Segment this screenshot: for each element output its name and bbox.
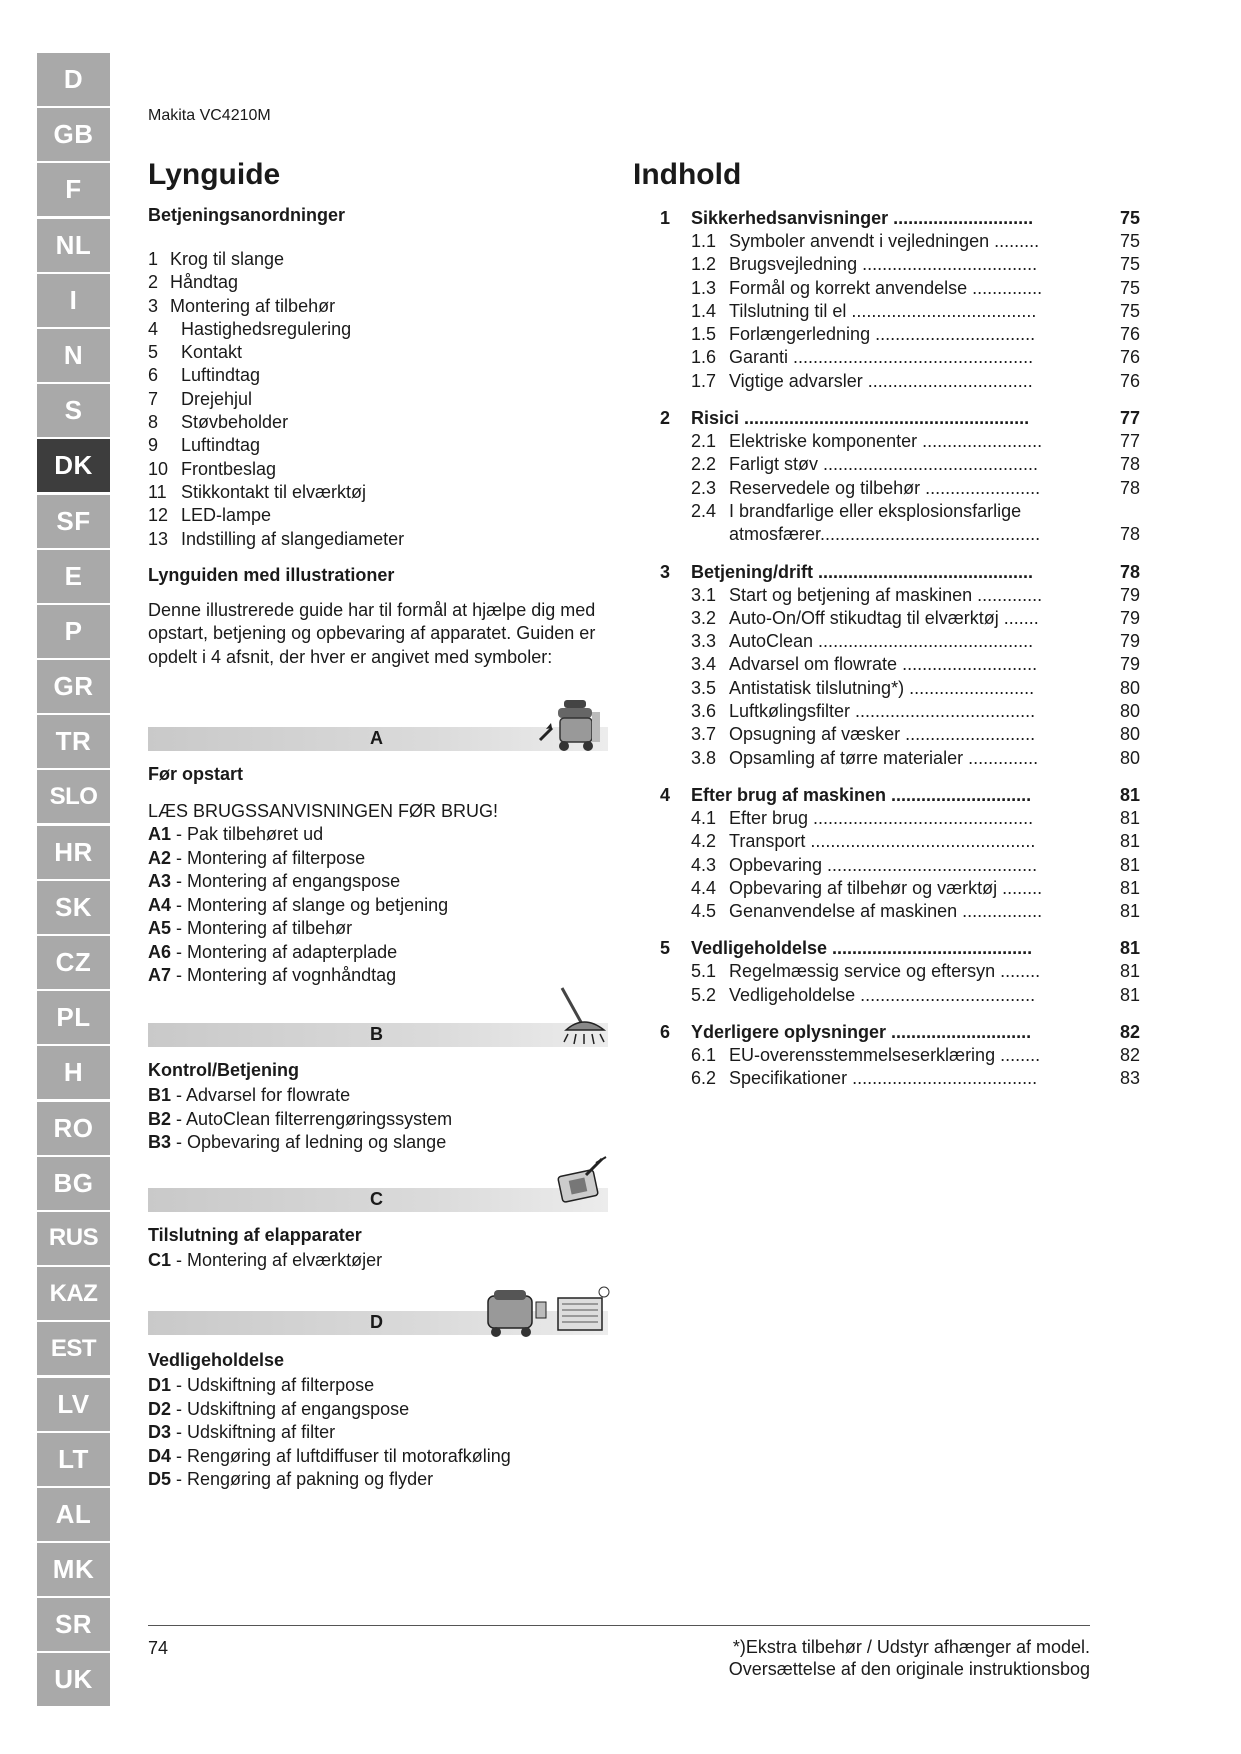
language-tab-h[interactable]: H [37, 1046, 110, 1099]
toc-entry-title: Tilslutning til el ..................................... [729, 300, 1037, 321]
item-code: B1 [148, 1085, 172, 1105]
language-tab-gb[interactable]: GB [37, 108, 110, 161]
toc-entry-number: 3.7 [691, 724, 717, 745]
item-code: D2 [148, 1398, 172, 1419]
control-number: 10 [148, 458, 169, 479]
section-c-list [148, 1249, 382, 1273]
toc-entry-number: 1.7 [691, 370, 717, 391]
section-c-band [148, 1188, 608, 1212]
page-title-lynguide: Lynguide [148, 158, 281, 191]
item-code: D4 [148, 1445, 172, 1466]
language-tab-i[interactable]: I [37, 274, 110, 327]
toc-entry-page: 80 [1119, 747, 1140, 768]
language-tab-pl[interactable]: PL [37, 991, 110, 1044]
section-a-letter: A [370, 728, 383, 748]
control-number: 8 [148, 412, 159, 433]
controls-heading: Betjeningsanordninger [148, 205, 346, 225]
toc-entry-title: Forlængerledning ................................ [729, 324, 1036, 345]
toc-entry-number: 2.3 [691, 477, 717, 498]
toc-entry-page: 81 [1119, 807, 1140, 828]
toc-section-title: Betjening/drift ........................................... [691, 561, 1034, 582]
toc-entry[interactable] [660, 807, 1140, 830]
language-tab-sf[interactable]: SF [37, 495, 110, 548]
section-b-band [148, 1023, 608, 1047]
section-a-item [148, 870, 448, 894]
toc-section-number: 1 [660, 208, 671, 228]
toc-entry[interactable] [660, 700, 1140, 723]
item-code: A6 [148, 941, 172, 962]
control-number: 4 [148, 318, 159, 339]
control-number: 6 [148, 365, 159, 386]
language-tab-e[interactable]: E [37, 550, 110, 603]
toc-section-heading[interactable] [660, 783, 1140, 807]
section-d-item [148, 1374, 511, 1398]
section-c-letter: C [370, 1189, 383, 1209]
toc-entry-number: 1.3 [691, 277, 717, 298]
toc-entry-title: Opsamling af tørre materialer .............. [729, 747, 1039, 768]
control-item [148, 341, 404, 364]
language-tab-est[interactable]: EST [37, 1322, 110, 1375]
control-number: 9 [148, 435, 159, 456]
toc-entry-number: 6.1 [691, 1045, 717, 1066]
item-text: - AutoClean filterrengøringssystem [171, 1108, 453, 1129]
footnote-accessories: *)Ekstra tilbehør / Udstyr afhænger af model. [732, 1637, 1090, 1657]
section-a-list [148, 823, 448, 988]
toc-section-4 [660, 783, 1140, 923]
language-tab-al[interactable]: AL [37, 1488, 110, 1541]
language-tab-lt[interactable]: LT [37, 1433, 110, 1486]
toc-section-page: 77 [1119, 408, 1140, 429]
toc-entry[interactable] [660, 747, 1140, 770]
toc-section-5 [660, 936, 1140, 1007]
toc-entry-page: 76 [1119, 370, 1140, 391]
control-label: LED-lampe [181, 505, 272, 526]
item-code: A3 [148, 871, 172, 891]
control-number: 1 [148, 249, 159, 269]
toc-entry-page: 78 [1119, 524, 1140, 545]
toc-entry-title: Start og betjening af maskinen ............. [729, 584, 1043, 605]
section-a-item [148, 823, 448, 847]
toc-entry[interactable] [660, 477, 1140, 500]
toc-entry-number: 3.6 [691, 701, 717, 722]
toc-entry-title: Genanvendelse af maskinen ................ [729, 901, 1043, 922]
toc-entry[interactable] [660, 900, 1140, 923]
toc-entry-number: 3.3 [691, 631, 717, 652]
toc-entry[interactable] [660, 1044, 1140, 1067]
toc-entry-title: Farligt støv ........................................... [729, 454, 1039, 475]
item-code: A5 [148, 918, 172, 938]
language-tab-bg[interactable]: BG [37, 1157, 110, 1210]
toc-entry-page: 80 [1119, 701, 1140, 722]
toc-entry-page: 78 [1119, 454, 1140, 475]
language-sidebar [37, 53, 110, 1709]
toc-section-heading[interactable] [660, 560, 1140, 584]
language-tab-dk[interactable]: DK [37, 439, 110, 492]
toc-entry-page: 78 [1119, 477, 1140, 498]
toc-section-title: Efter brug af maskinen ............................ [691, 784, 1032, 805]
toc-entry-title [729, 500, 1110, 547]
toc-section-1 [660, 206, 1140, 393]
item-code: A4 [148, 894, 172, 915]
toc-entry-page: 80 [1119, 677, 1140, 698]
toc-entry-number: 2.4 [691, 500, 717, 521]
control-item [148, 528, 404, 551]
illustrations-heading: Lynguiden med illustrationer [148, 565, 395, 585]
translation-note: Oversættelse af den originale instruktionsbog [728, 1659, 1090, 1679]
toc-entry-title: Opbevaring .......................................... [729, 854, 1038, 875]
control-item [148, 504, 404, 527]
toc-entry[interactable] [660, 877, 1140, 900]
toc-entry-page: 83 [1119, 1068, 1140, 1089]
toc-entry-page: 81 [1119, 961, 1140, 982]
toc-entry-title: Regelmæssig service og eftersyn ........ [729, 961, 1041, 982]
control-label: Luftindtag [181, 365, 261, 386]
toc-section-2 [660, 406, 1140, 546]
toc-entry[interactable] [660, 830, 1140, 853]
language-tab-tr[interactable]: TR [37, 715, 110, 768]
toc-entry-title-line1: I brandfarlige eller eksplosionsfarlige [729, 500, 1022, 521]
section-d-item [148, 1445, 511, 1469]
toc-entry-number: 2.2 [691, 454, 717, 475]
toc-entry-title: AutoClean ........................................... [729, 631, 1034, 652]
item-text: - Montering af vognhåndtag [171, 965, 397, 985]
section-b-list [148, 1084, 452, 1155]
toc-entry-page: 79 [1119, 654, 1140, 675]
toc-entry-page: 81 [1119, 831, 1140, 852]
toc-entry-page: 77 [1119, 431, 1140, 452]
toc-entry-page: 75 [1119, 231, 1140, 251]
control-number: 5 [148, 342, 159, 363]
section-a-item [148, 941, 448, 965]
toc-entry-title: Symboler anvendt i vejledningen ......... [729, 231, 1040, 251]
control-number: 11 [148, 481, 167, 502]
toc-entry-title: Vigtige advarsler ................................. [729, 370, 1033, 391]
language-tab-lv[interactable]: LV [37, 1378, 110, 1431]
item-text: - Rengøring af pakning og flyder [171, 1469, 434, 1489]
control-label: Montering af tilbehør [170, 295, 336, 316]
item-code: A1 [148, 824, 172, 844]
item-text: - Udskiftning af engangspose [171, 1398, 410, 1419]
language-tab-gr[interactable]: GR [37, 660, 110, 713]
section-b-item [148, 1084, 452, 1108]
section-a-note: LÆS BRUGSSANVISNINGEN FØR BRUG! [148, 801, 499, 821]
control-label: Stikkontakt til elværktøj [181, 481, 367, 502]
section-d-letter: D [370, 1312, 383, 1332]
item-code: D3 [148, 1422, 172, 1442]
toc-section-number: 3 [660, 561, 671, 582]
toc-entry-number: 1.6 [691, 347, 717, 368]
control-label: Støvbeholder [181, 412, 289, 433]
item-code: B3 [148, 1132, 172, 1152]
item-code: A2 [148, 847, 172, 868]
toc-entry-page: 76 [1119, 347, 1140, 368]
toc-entry[interactable] [660, 854, 1140, 877]
toc-section-title: Risici ......................................................... [691, 408, 1030, 429]
section-a-item [148, 917, 448, 941]
section-d-item [148, 1421, 511, 1445]
footer-divider [148, 1625, 1090, 1626]
toc-entry-title: Efter brug ............................................ [729, 807, 1034, 828]
toc-entry[interactable] [660, 630, 1140, 653]
toc-section-page: 82 [1119, 1022, 1140, 1043]
item-text: - Advarsel for flowrate [171, 1085, 351, 1105]
toc-section-title: Sikkerhedsanvisninger ............................ [691, 208, 1034, 228]
language-tab-f[interactable]: F [37, 163, 110, 216]
item-code: D5 [148, 1469, 172, 1489]
toc-entry[interactable] [660, 430, 1140, 453]
language-tab-d[interactable]: D [37, 53, 110, 106]
toc-entry[interactable] [660, 323, 1140, 346]
toc-entry-page: 75 [1119, 254, 1140, 275]
toc-entry-page: 79 [1119, 607, 1140, 628]
control-item [148, 318, 404, 341]
control-number: 7 [148, 388, 159, 409]
control-item [148, 295, 404, 318]
toc-entry[interactable] [660, 677, 1140, 700]
toc-entry[interactable] [660, 723, 1140, 746]
control-item [148, 411, 404, 434]
toc-entry[interactable] [660, 300, 1140, 323]
item-text: - Montering af adapterplade [171, 941, 398, 962]
toc-section-6 [660, 1020, 1140, 1091]
language-tab-sk[interactable]: SK [37, 881, 110, 934]
item-text: - Montering af slange og betjening [171, 894, 449, 915]
toc-entry-number: 3.4 [691, 654, 717, 675]
toc-entry-page: 81 [1119, 854, 1140, 875]
control-item [148, 481, 404, 504]
socket-plug-icon [556, 1155, 610, 1205]
item-text: - Pak tilbehøret ud [171, 824, 324, 844]
toc-entry-page: 82 [1119, 1045, 1140, 1066]
section-d-heading: Vedligeholdelse [148, 1350, 285, 1370]
control-item [148, 434, 404, 457]
language-tab-slo[interactable]: SLO [37, 770, 110, 823]
section-a-item [148, 964, 448, 988]
control-label: Drejehjul [181, 388, 253, 409]
item-text: - Udskiftning af filter [171, 1422, 336, 1442]
toc-entry-number: 4.5 [691, 901, 717, 922]
language-tab-sr[interactable]: SR [37, 1598, 110, 1651]
toc-entry[interactable] [660, 960, 1140, 983]
language-tab-ro[interactable]: RO [37, 1102, 110, 1155]
section-b-item [148, 1108, 452, 1132]
language-tab-n[interactable]: N [37, 329, 110, 382]
vacuum-icon [534, 696, 612, 754]
toc-entry-title: Vedligeholdelse ................................... [729, 984, 1036, 1005]
control-label: Krog til slange [170, 249, 285, 269]
control-item [148, 271, 404, 294]
item-text: - Montering af elværktøjer [171, 1250, 383, 1270]
section-c-heading: Tilslutning af elapparater [148, 1225, 362, 1245]
toc-entry-page: 75 [1119, 277, 1140, 298]
toc-entry-title: Luftkølingsfilter .................................... [729, 701, 1036, 722]
control-number: 13 [148, 528, 169, 549]
toc-entry-title: Advarsel om flowrate ........................... [729, 654, 1038, 675]
toc-section-title: Yderligere oplysninger ............................ [691, 1022, 1032, 1043]
toc-section-heading[interactable] [660, 1020, 1140, 1044]
item-text: - Montering af tilbehør [171, 918, 353, 938]
toc-entry-number: 3.2 [691, 607, 717, 628]
toc-entry[interactable] [660, 500, 1140, 547]
language-tab-kaz[interactable]: KAZ [37, 1267, 110, 1320]
toc-section-page: 78 [1119, 561, 1140, 582]
toc-section-heading[interactable] [660, 406, 1140, 430]
toc-entry-number: 1.5 [691, 324, 717, 345]
toc-section-number: 6 [660, 1022, 671, 1043]
section-b-heading: Kontrol/Betjening [148, 1060, 299, 1080]
toc-entry-number: 1.4 [691, 300, 717, 321]
control-label: Frontbeslag [181, 458, 277, 479]
toc-entry-page: 81 [1119, 877, 1140, 898]
toc-entry-title: Brugsvejledning ................................... [729, 254, 1038, 275]
section-a-item [148, 847, 448, 871]
toc-entry-page: 81 [1119, 901, 1140, 922]
toc-section-3 [660, 560, 1140, 770]
control-item [148, 248, 404, 271]
toc-entry-page: 81 [1119, 984, 1140, 1005]
toc-entry-number: 1.1 [691, 231, 717, 251]
section-b-letter: B [370, 1024, 383, 1044]
toc-entry-page: 79 [1119, 584, 1140, 605]
section-a-item [148, 894, 448, 918]
toc-entry-number: 5.2 [691, 984, 717, 1005]
item-text: - Montering af filterpose [171, 847, 366, 868]
toc-entry[interactable] [660, 607, 1140, 630]
toc-entry-number: 3.8 [691, 747, 717, 768]
toc-entry-title: Formål og korrekt anvendelse .............. [729, 277, 1043, 298]
toc-entry-number: 4.3 [691, 854, 717, 875]
language-tab-mk[interactable]: MK [37, 1543, 110, 1596]
toc-entry-number: 1.2 [691, 254, 717, 275]
toc-entry-title: EU-overensstemmelseserklæring ........ [729, 1045, 1041, 1066]
toc-entry-title: Opsugning af væsker .......................... [729, 724, 1036, 745]
toc-entry-number: 4.2 [691, 831, 717, 852]
item-code: C1 [148, 1250, 172, 1270]
toc-section-title: Vedligeholdelse ........................................ [691, 938, 1033, 959]
control-label: Hastighedsregulering [181, 318, 352, 339]
toc-entry[interactable] [660, 653, 1140, 676]
control-item [148, 364, 404, 387]
page-number: 74 [148, 1638, 169, 1658]
control-item [148, 458, 404, 481]
toc-entry-title: Transport ............................................. [729, 831, 1036, 852]
toc-entry-number: 4.4 [691, 877, 717, 898]
language-tab-uk[interactable]: UK [37, 1653, 110, 1706]
floor-nozzle-icon [556, 986, 612, 1048]
item-text: - Rengøring af luftdiffuser til motorafkøling [171, 1445, 511, 1466]
toc-entry-page: 75 [1119, 300, 1140, 321]
controls-list [148, 248, 404, 551]
language-tab-p[interactable]: P [37, 605, 110, 658]
toc-entry-title: Antistatisk tilslutning*) ......................... [729, 677, 1035, 698]
control-label: Luftindtag [181, 435, 261, 456]
toc-entry-page: 80 [1119, 724, 1140, 745]
toc-entry[interactable] [660, 230, 1140, 253]
control-number: 2 [148, 272, 159, 293]
language-tab-cz[interactable]: CZ [37, 936, 110, 989]
toc-section-page: 81 [1119, 938, 1140, 959]
toc-entry-number: 3.5 [691, 677, 717, 698]
toc-section-page: 75 [1119, 208, 1140, 228]
language-tab-rus[interactable]: RUS [37, 1212, 110, 1265]
toc-entry[interactable] [660, 370, 1140, 393]
toc-section-number: 5 [660, 938, 671, 959]
language-tab-hr[interactable]: HR [37, 826, 110, 879]
item-code: D1 [148, 1375, 172, 1395]
language-tab-nl[interactable]: NL [37, 219, 110, 272]
toc-entry[interactable] [660, 253, 1140, 276]
toc-entry-title: Garanti ................................................ [729, 347, 1034, 368]
control-number: 3 [148, 295, 159, 316]
item-code: A7 [148, 965, 172, 985]
footer-notes [729, 1636, 1090, 1680]
language-tab-s[interactable]: S [37, 384, 110, 437]
item-text: - Udskiftning af filterpose [171, 1375, 375, 1395]
toc-section-number: 2 [660, 408, 671, 429]
toc-section-page: 81 [1119, 784, 1140, 805]
control-item [148, 388, 404, 411]
toc-entry-page: 76 [1119, 324, 1140, 345]
control-label: Kontakt [181, 342, 243, 363]
toc-entry[interactable] [660, 1067, 1140, 1090]
control-label: Indstilling af slangediameter [181, 528, 405, 549]
brand-model: Makita VC4210M [148, 107, 271, 124]
toc-entry-number: 3.1 [691, 584, 717, 605]
item-text: - Opbevaring af ledning og slange [171, 1132, 447, 1152]
section-c-item [148, 1249, 382, 1273]
section-b-item [148, 1131, 452, 1155]
toc-entry-number: 4.1 [691, 807, 717, 828]
filter-maintenance-icon [482, 1282, 612, 1340]
toc-section-heading[interactable] [660, 206, 1140, 230]
section-d-item [148, 1398, 511, 1422]
toc-section-heading[interactable] [660, 936, 1140, 960]
toc-entry-title: Specifikationer ..................................... [729, 1068, 1038, 1089]
toc-entry-title-line2: atmosfærer............................................ [729, 524, 1041, 545]
control-number: 12 [148, 505, 169, 526]
toc-entry-title: Opbevaring af tilbehør og værktøj ........ [729, 877, 1043, 898]
toc-entry-number: 5.1 [691, 961, 717, 982]
toc-entry[interactable] [660, 277, 1140, 300]
toc-entry-number: 2.1 [691, 431, 717, 452]
section-a-heading: Før opstart [148, 764, 244, 784]
toc-entry-title: Elektriske komponenter ........................ [729, 431, 1043, 452]
toc-entry-number: 6.2 [691, 1068, 717, 1089]
toc-entry[interactable] [660, 453, 1140, 476]
table-of-contents [660, 206, 1140, 1104]
toc-entry-page: 79 [1119, 631, 1140, 652]
toc-entry[interactable] [660, 346, 1140, 369]
toc-entry[interactable] [660, 584, 1140, 607]
toc-entry-title: Auto-On/Off stikudtag til elværktøj ....... [729, 607, 1039, 628]
toc-entry-title: Reservedele og tilbehør ....................... [729, 477, 1041, 498]
intro-paragraph: Denne illustrerede guide har til formål at hjælpe dig med opstart, betjening og opbevaring af apparatet. Guiden er opdelt i 4 afsnit, der hver er angivet med symboler: [148, 600, 596, 667]
item-code: B2 [148, 1108, 172, 1129]
toc-entry[interactable] [660, 984, 1140, 1007]
section-d-list [148, 1374, 511, 1492]
section-d-item [148, 1468, 511, 1492]
toc-title: Indhold [633, 158, 742, 191]
control-label: Håndtag [170, 272, 239, 293]
item-text: - Montering af engangspose [171, 871, 401, 891]
toc-section-number: 4 [660, 784, 671, 805]
